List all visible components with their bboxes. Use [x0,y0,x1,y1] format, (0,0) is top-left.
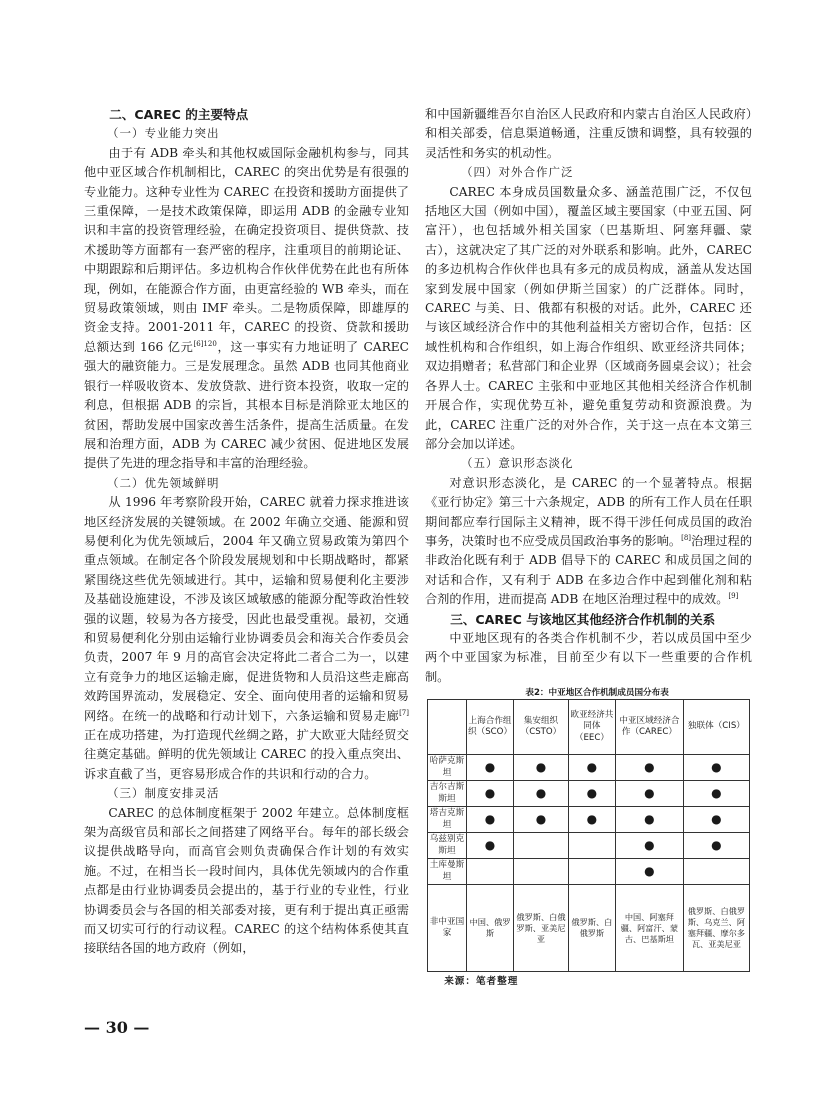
paragraph-text: 从 1996 年考察阶段开始，CAREC 就着力探求推进该地区经济发展的关键领域。在 2002 年确立交通、能源和贸易便利化为优先领域后，2004 年又确立贸易政策为第四个重点领域。在制定各个阶段发展规划和中长期战略时，都紧紧围绕这些优先领域进行。其中，运输和贸易便利化主要涉及基础设施建设，不涉及该区域敏感的能源分配等政治性较强的议题，较易为各方接受，因此也最受重视。最初，交通和贸易便利化分别由运输行业协调委员会和海关合作委员会负责，2007 年 9 月的高官会决定将此二者合二为一，以建立有竞争力的地区运输走廊，促进货物和人员沿这些走廊高效跨国界流动，发展稳定、安全、面向使用者的运输和贸易网络。在统一的战略和行动计划下，六条运输和贸易走廊 [84,495,409,723]
membership-dot: ● [683,833,749,859]
country-cell: 哈萨克斯坦 [428,755,467,781]
membership-dot: ● [615,781,683,807]
table-header-cell: 欧亚经济共同体（EEC） [568,700,615,755]
membership-dot: ● [467,833,514,859]
member-list-cell: 俄罗斯、白俄罗斯、亚美尼亚 [514,885,569,972]
table-header-cell: 中亚区域经济合作（CAREC） [615,700,683,755]
table-row [428,755,750,781]
table-row [428,885,750,972]
paragraph-text: 对意识形态淡化，是 CAREC 的一个显著特点。根据《亚行协定》第三十六条规定，ADB 的所有工作人员在任职期间都应奉行国际主义精神，既不得干涉任何成员国的政治事务，决策时也不应受成员国政治事务的影响。 [425,475,752,548]
member-list-cell: 俄罗斯、白俄罗斯 [568,885,615,972]
section-heading: 二、CAREC 的主要特点 [109,107,249,122]
citation: [6]120 [193,339,217,348]
membership-dot [568,859,615,885]
membership-dot: ● [568,807,615,833]
paragraph [84,144,409,474]
paragraph: 中亚地区现有的各类合作机制不少，若以成员国中至少两个中亚国家为标准，目前至少有以下一些重要的合作机制。 [425,630,752,684]
page-number: — 30 — [84,1018,150,1037]
paragraph-text: 正在成功搭建，为打造现代丝绸之路，扩大欧亚大陆经贸交往奠定基础。鲜明的优先领域让 CAREC 的投入重点突出、诉求直截了当，更容易形成合作的共识和行动的合力。 [84,728,409,781]
membership-dot: ● [615,859,683,885]
membership-dot: ● [683,807,749,833]
country-cell: 乌兹别克斯坦 [428,833,467,859]
paragraph-text: ，这一事实有力地证明了 CAREC 强大的融资能力。三是发展理念。虽然 ADB 也同其他商业银行一样吸收资本、发放贷款、进行资本投资，收取一定的利息，但根据 ADB 的宗旨，其根本目标是消除亚太地区的贫困，帮助发展中国家改善生活条件，提高生活质量。在发展和治理方面，ADB 为 CAREC 减少贫困、促进地区发展提供了先进的理念指导和丰富的治理经验。 [84,339,409,471]
table-caption: 表2：中亚地区合作机制成员国分布表 [525,688,669,699]
table-header-cell: 集安组织（CSTO） [514,700,569,755]
right-column [425,105,752,992]
citation: [7] [399,708,409,717]
table-header-cell: 上海合作组织（SCO） [467,700,514,755]
paragraph [84,493,409,784]
table-row [428,833,750,859]
paragraph-text: 由于有 ADB 牵头和其他权威国际金融机构参与，同其他中亚区域合作机制相比，CAREC 的突出优势是有很强的专业能力。这种专业性为 CAREC 在投资和援助方面提供了三重保障，一是技术政策保障，即运用 ADB 的金融专业知识和丰富的投资管理经验，在确定投资项目、提供贷款、技术援助等方面都有一套严密的程序，注重项目的前期论证、中期跟踪和后期评估。多边机构合作伙伴优势在此也有所体现，例如，在能源合作方面，由更富经验的 WB 牵头，而在贸易政策领域，则由 IMF 牵头。二是物质保障，即雄厚的资金支持。2001-2011 年，CAREC 的投资、贷款和援助总额达到 166 亿元 [84,145,409,354]
member-list-cell: 中国、阿塞拜疆、阿富汗、蒙古、巴基斯坦 [615,885,683,972]
membership-table [427,699,750,972]
country-cell: 土库曼斯坦 [428,859,467,885]
membership-dot: ● [615,833,683,859]
membership-dot: ● [514,755,569,781]
subsection-heading: （一）专业能力突出 [107,126,220,141]
table-header-cell: 独联体（CIS） [683,700,749,755]
subsection-heading: （二）优先领域鲜明 [107,475,220,490]
table-header-row [428,700,750,755]
membership-dot [514,833,569,859]
country-cell: 吉尔吉斯斯坦 [428,781,467,807]
member-list-cell: 俄罗斯、白俄罗斯、乌克兰、阿塞拜疆、摩尔多瓦、亚美尼亚 [683,885,749,972]
membership-dot: ● [683,781,749,807]
membership-dot: ● [514,781,569,807]
membership-dot: ● [615,755,683,781]
membership-dot: ● [683,755,749,781]
membership-dot: ● [467,781,514,807]
membership-dot [568,833,615,859]
table-row [428,781,750,807]
paragraph: 和中国新疆维吾尔自治区人民政府和内蒙古自治区人民政府）和相关部委，信息渠道畅通，注重反馈和调整，具有较强的灵活性和务实的机动性。 [425,107,752,160]
member-list-cell: 中国、俄罗斯 [467,885,514,972]
membership-dot: ● [615,807,683,833]
table-row [428,859,750,885]
citation: [9] [728,592,739,601]
membership-dot: ● [467,755,514,781]
citation: [8] [681,533,692,542]
subsection-heading: （五）意识形态淡化 [461,456,574,471]
paragraph: CAREC 本身成员国数量众多、涵盖范围广泛，不仅包括地区大国（例如中国），覆盖区域主要国家（中亚五国、阿富汗），也包括域外相关国家（巴基斯坦、阿塞拜疆、蒙古），这就决定了其广泛的对外联系和影响。此外，CAREC 的多边机构合作伙伴也具有多元的成员构成，涵盖从发达国家到发展中国家（例如伊斯兰国家）的广泛群体。同时，CAREC 与美、日、俄都有积极的对话。此外，CAREC 还与该区域经济合作中的其他利益相关方密切合作，包括：区域性机构和合作组织，如上海合作组织、欧亚经济共同体；双边捐赠者；私营部门和企业界（区域商务圆桌会议）；社会各界人士。CAREC 主张和中亚地区其他相关经济合作机制开展合作，实现优势互补，避免重复劳动和资源浪费。为此，CAREC 注重广泛的对外合作，关于这一点在本文第三部分会加以详述。 [425,184,752,451]
section-heading: 三、CAREC 与该地区其他经济合作机制的关系 [450,611,716,627]
membership-dot: ● [568,781,615,807]
table-row [428,807,750,833]
membership-dot: ● [467,807,514,833]
paragraph-text: 治理过程的非政治化既有利于 ADB 倡导下的 CAREC 和成员国之间的对话和合作，又有利于 ADB 在多边合作中起到催化剂和粘合剂的作用，进而提高 ADB 在地区治理过程中的成效。 [425,533,753,607]
membership-dot [467,859,514,885]
membership-dot [514,859,569,885]
country-cell: 塔吉克斯坦 [428,807,467,833]
country-cell: 非中亚国家 [428,885,467,972]
membership-dot [683,859,749,885]
membership-dot: ● [514,807,569,833]
table-source: 来源：笔者整理 [444,976,519,988]
table-corner-cell [428,700,467,755]
subsection-heading: （四）对外合作广泛 [461,165,574,180]
paragraph: CAREC 的总体制度框架于 2002 年建立。总体制度框架为高级官员和部长之间搭建了网络平台。每年的部长级会议提供战略导向，而高官会则负责确保合作计划的有效实施。不过，在相当长一段时间内，具体优先领域内的合作重点都是由行业协调委员会提出的，基于行业的专业性，行业协调委员会与各国的相关部委对接，更有利于提出真正亟需而又切实可行的行动议程。CAREC 的这个结构体系使其直接联结各国的地方政府（例如， [84,805,409,956]
left-column [84,105,409,959]
paragraph [425,474,752,610]
membership-dot: ● [568,755,615,781]
subsection-heading: （三）制度安排灵活 [107,786,220,801]
